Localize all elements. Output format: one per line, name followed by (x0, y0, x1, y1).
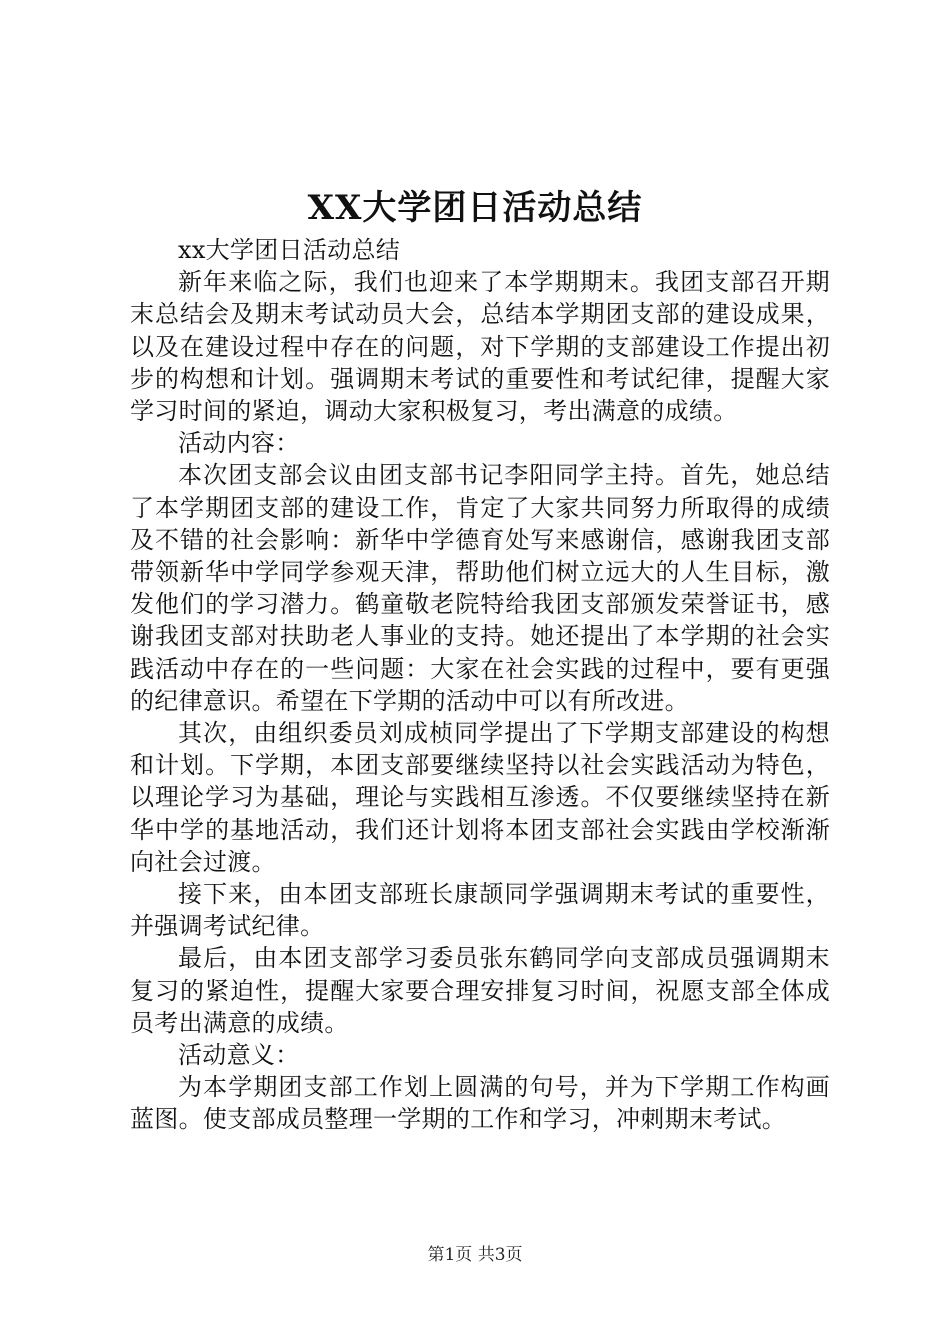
paragraph-content-3: 接下来，由本团支部班长康颉同学强调期末考试的重要性，并强调考试纪律。 (130, 880, 830, 941)
paragraph-intro: 新年来临之际，我们也迎来了本学期期末。我团支部召开期末总结会及期末考试动员大会，总结本学期团支部的建设成果，以及在建设过程中存在的问题，对下学期的支部建设工作提出初步的构想和计划。强调期末考试的重要性和考试纪律，提醒大家学习时间的紧迫，调动大家积极复习，考出满意的成绩。 (130, 268, 830, 426)
section-heading-content: 活动内容： (178, 429, 300, 458)
section-heading-significance: 活动意义： (178, 1041, 300, 1070)
paragraph-significance: 为本学期团支部工作划上圆满的句号，并为下学期工作构画蓝图。使支部成员整理一学期的工作和学习，冲刺期末考试。 (130, 1073, 830, 1134)
paragraph-content-4: 最后，由本团支部学习委员张东鹤同学向支部成员强调期末复习的紧迫性，提醒大家要合理安排复习时间，祝愿支部全体成员考出满意的成绩。 (130, 944, 830, 1037)
document-body (130, 234, 830, 1136)
paragraph-content-1: 本次团支部会议由团支部书记李阳同学主持。首先，她总结了本学期团支部的建设工作，肯定了大家共同努力所取得的成绩及不错的社会影响：新华中学德育处写来感谢信，感谢我团支部带领新华中学同学参观天津，帮助他们树立远大的人生目标，激发他们的学习潜力。鹤童敬老院特给我团支部颁发荣誉证书，感谢我团支部对扶助老人事业的支持。她还提出了本学期的社会实践活动中存在的一些问题：大家在社会实践的过程中，要有更强的纪律意识。希望在下学期的活动中可以有所改进。 (130, 461, 830, 715)
page-number-footer: 第1页 共3页 (427, 1245, 523, 1265)
paragraph-subtitle: xx大学团日活动总结 (178, 236, 401, 264)
document-title: XX大学团日活动总结 (307, 188, 643, 228)
paragraph-content-2: 其次，由组织委员刘成桢同学提出了下学期支部建设的构想和计划。下学期，本团支部要继续坚持以社会实践活动为特色，以理论学习为基础，理论与实践相互渗透。不仅要继续坚持在新华中学的基地活动，我们还计划将本团支部社会实践由学校渐渐向社会过渡。 (130, 719, 830, 876)
